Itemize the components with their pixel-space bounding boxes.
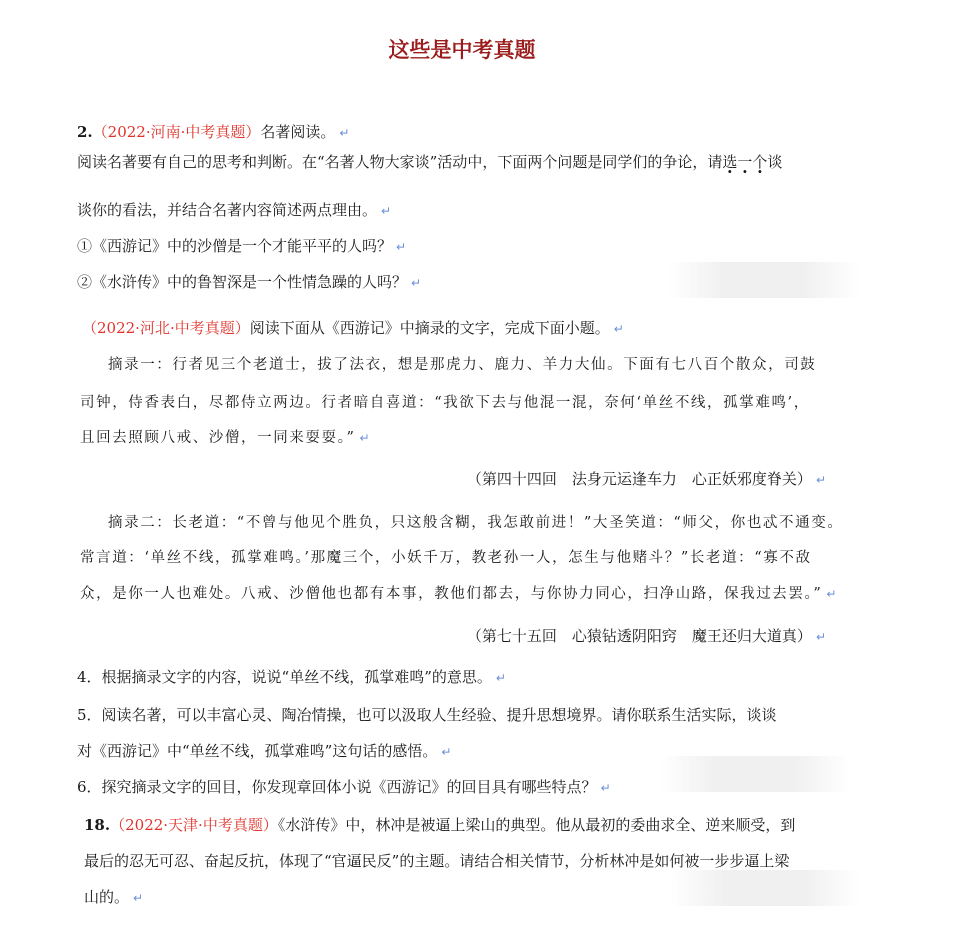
q6 — [77, 777, 611, 798]
q2-emphasis-char: 个 — [752, 153, 768, 171]
excerpt1-source-text: （第四十四回 法身元运逢车力 心正妖邪度脊关） — [466, 470, 812, 488]
q2-item-1 — [77, 236, 406, 257]
paragraph-mark-icon: ↵ — [359, 431, 372, 445]
q2-number: 2. — [77, 123, 93, 141]
excerpt2-line3-text: 众，是你一人也难处。八戒、沙僧他也都有本事，教他们都去，与你协力同心，扫净山路，保我过去罢。” — [80, 586, 823, 602]
page-title: 这些是中考真题 — [388, 38, 536, 62]
q18-line2-text: 最后的忍无可忍、奋起反抗，体现了“官逼民反”的主题。请结合相关情节，分析林冲是如何被一步步逼上梁 — [84, 852, 790, 870]
shade-3 — [670, 870, 860, 906]
excerpt2-line1-text: 摘录二：长老道：“不曾与他见个胜负，只这般含糊，我怎敢前进！”大圣笑道：“师父，你也忒不通变。 — [108, 515, 844, 531]
paragraph-mark-icon: ↵ — [815, 630, 826, 644]
q18-source: （2022·天津·中考真题） — [110, 816, 278, 834]
paragraph-mark-icon: ↵ — [339, 126, 350, 140]
q2-item-2 — [77, 272, 421, 293]
excerpt1-line2-text: 司钟，侍香表白，尽都侍立两边。行者暗自喜道：“我欲下去与他混一混，奈何‘单丝不线，孤掌难鸣’， — [80, 395, 810, 411]
shade-1 — [668, 262, 860, 298]
excerpt2-line1 — [108, 513, 843, 533]
excerpt2-source — [440, 626, 826, 647]
q2-item-1-text: ①《西游记》中的沙僧是一个才能平平的人吗？ — [77, 237, 393, 255]
q5-line1-text: 5．阅读名著，可以丰富心灵、陶冶情操，也可以汲取人生经验、提升思想境界。请你联系生活实际，谈谈 — [77, 706, 777, 724]
shade-2 — [660, 756, 850, 792]
q2-emphasis-char: 一 — [737, 153, 753, 171]
q2-header — [77, 122, 349, 143]
excerpt2-line3 — [80, 584, 838, 604]
excerpt1-line3 — [80, 428, 371, 448]
q5-line1 — [77, 705, 777, 725]
q18-line2 — [84, 851, 789, 871]
q2-intro-line1 — [77, 152, 782, 172]
q2-intro-line1-c: 谈 — [767, 153, 783, 171]
hebei-label: 阅读下面从《西游记》中摘录的文字，完成下面小题。 — [249, 319, 610, 337]
q5-line2-text: 对《西游记》中“单丝不线，孤掌难鸣”这句话的感悟。 — [77, 742, 438, 760]
q2-item-2-text: ②《水浒传》中的鲁智深是一个性情急躁的人吗？ — [77, 273, 408, 291]
q18-line3-text: 山的。 — [84, 888, 130, 906]
paragraph-mark-icon: ↵ — [613, 322, 624, 336]
hebei-source: （2022·河北·中考真题） — [82, 319, 250, 337]
paragraph-mark-icon: ↵ — [381, 204, 392, 218]
paragraph-mark-icon: ↵ — [815, 473, 826, 487]
paragraph-mark-icon: ↵ — [495, 671, 506, 685]
q18-line1 — [84, 815, 795, 835]
excerpt2-source-text: （第七十五回 心猿钻透阴阳窍 魔王还归大道真） — [466, 627, 812, 645]
q18-line3 — [84, 887, 143, 908]
excerpt1-line3-text: 且回去照顾八戒、沙僧，一同来耍耍。” — [80, 430, 356, 446]
excerpt1-line2 — [80, 393, 810, 413]
paragraph-mark-icon: ↵ — [133, 891, 144, 905]
q2-source: （2022·河南·中考真题） — [92, 123, 261, 141]
q2-emphasis-char: 选 — [722, 153, 738, 171]
paragraph-mark-icon: ↵ — [826, 587, 839, 601]
excerpt2-line2 — [80, 548, 812, 568]
q18-line1-text: 《水浒传》中，林冲是被逼上梁山的典型。他从最初的委曲求全、逆来顺受，到 — [277, 816, 796, 834]
paragraph-mark-icon: ↵ — [411, 276, 422, 290]
paragraph-mark-icon: ↵ — [396, 240, 407, 254]
paragraph-mark-icon: ↵ — [600, 781, 611, 795]
q2-intro-line1-a: 阅读名著要有自己的思考和判断。在“名著人物大家谈”活动中，下面两个问题是同学们的争论，请 — [77, 153, 723, 171]
excerpt1-line1-text: 摘录一：行者见三个老道士，拔了法衣，想是那虎力、鹿力、羊力大仙。下面有七八百个散众，司鼓 — [108, 357, 817, 373]
q4 — [77, 667, 506, 688]
q2-intro-line2-text: 谈你的看法，并结合名著内容简述两点理由。 — [77, 201, 378, 219]
q18-number: 18. — [84, 816, 111, 834]
paragraph-mark-icon: ↵ — [441, 745, 452, 759]
excerpt1-source — [440, 469, 826, 490]
excerpt1-line1 — [108, 355, 816, 375]
q5-line2 — [77, 741, 451, 762]
excerpt2-line2-text: 常言道：‘单丝不线，孤掌难鸣。’那魔三个，小妖千万，教老孙一人，怎生与他赌斗？”长老道：“寡不敌 — [80, 550, 812, 566]
q6-text: 6．探究摘录文字的回目，你发现章回体小说《西游记》的回目具有哪些特点？ — [77, 778, 597, 796]
q2-intro-line2 — [77, 200, 391, 221]
q2-label: 名著阅读。 — [260, 123, 336, 141]
q4-text: 4．根据摘录文字的内容，说说“单丝不线，孤掌难鸣”的意思。 — [77, 668, 492, 686]
hebei-header — [82, 318, 624, 339]
